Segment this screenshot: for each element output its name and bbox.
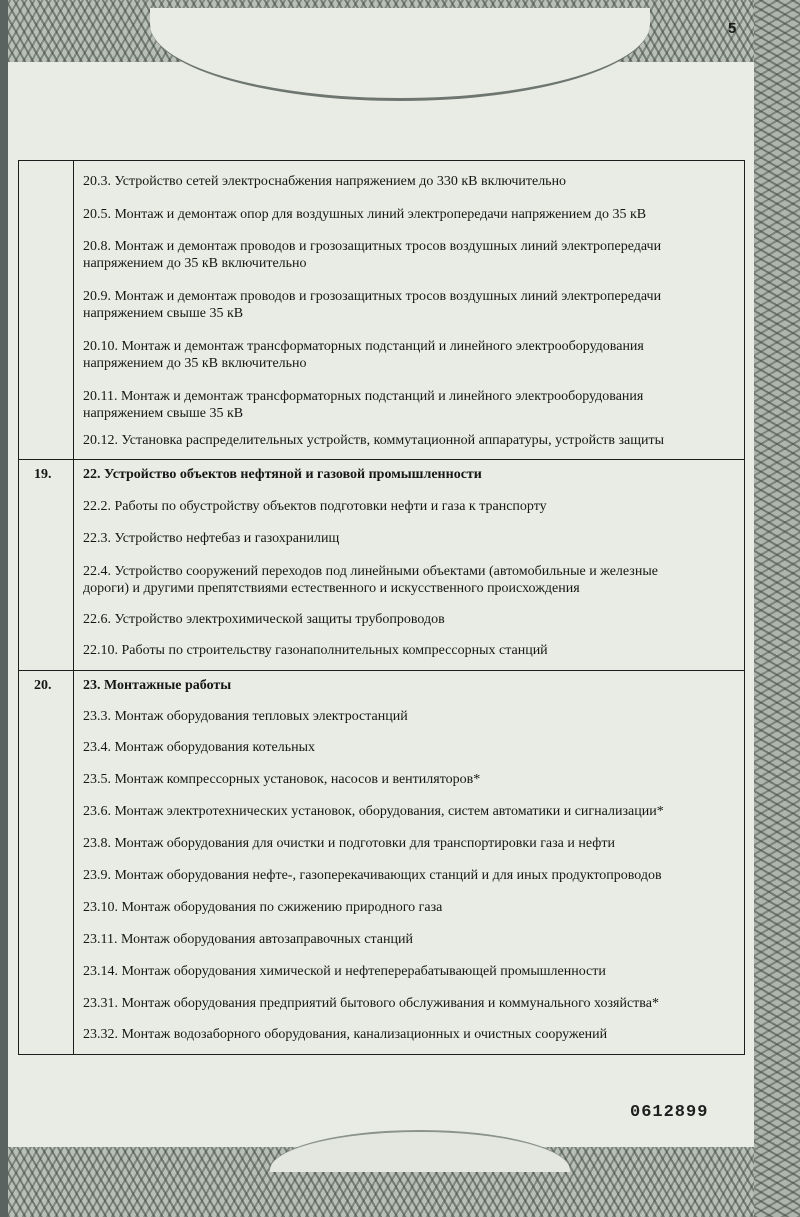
works-table [18, 160, 745, 1055]
list-item: 23.31. Монтаж оборудования предприятий бытового обслуживания и коммунального хозяйства* [83, 996, 659, 1011]
table-group [19, 670, 744, 1054]
page-number: 5 [728, 20, 737, 37]
section-heading: 22. Устройство объектов нефтяной и газовой промышленности [83, 467, 482, 482]
list-item: 22.4. Устройство сооружений переходов под линейными объектами (автомобильные и железные [83, 564, 658, 579]
list-item: 23.4. Монтаж оборудования котельных [83, 740, 316, 755]
list-item: 23.14. Монтаж оборудования химической и нефтеперерабатывающей промышленности [83, 964, 606, 979]
list-item-continuation: дороги) и другими препятствиями естественного и искусственного происхождения [83, 581, 580, 596]
frame-arch-bottom [270, 1130, 570, 1172]
list-item: 23.32. Монтаж водозаборного оборудования, канализационных и очистных сооружений [83, 1027, 608, 1042]
list-item: 20.9. Монтаж и демонтаж проводов и грозозащитных тросов воздушных линий электропередачи [83, 289, 662, 304]
list-item: 22.6. Устройство электрохимической защиты трубопроводов [83, 612, 445, 627]
table-group [19, 459, 744, 670]
list-item: 20.11. Монтаж и демонтаж трансформаторных подстанций и линейного электрооборудования [83, 389, 644, 404]
group-number: 19. [34, 467, 52, 482]
guilloche-frame-right [754, 0, 800, 1217]
number-cell [19, 161, 74, 459]
list-item: 20.8. Монтаж и демонтаж проводов и грозозащитных тросов воздушных линий электропередачи [83, 239, 662, 254]
list-item-continuation: напряжением свыше 35 кВ [83, 306, 244, 321]
list-item-continuation: напряжением свыше 35 кВ [83, 406, 244, 421]
list-item: 22.2. Работы по обустройству объектов подготовки нефти и газа к транспорту [83, 499, 547, 514]
list-item: 23.5. Монтаж компрессорных установок, насосов и вентиляторов* [83, 772, 481, 787]
list-item-continuation: напряжением до 35 кВ включительно [83, 356, 307, 371]
number-cell [19, 671, 74, 1054]
list-item: 23.3. Монтаж оборудования тепловых электростанций [83, 709, 408, 724]
list-item: 22.3. Устройство нефтебаз и газохранилищ [83, 531, 340, 546]
list-item: 22.10. Работы по строительству газонаполнительных компрессорных станций [83, 643, 548, 658]
list-item: 23.11. Монтаж оборудования автозаправочных станций [83, 932, 413, 947]
frame-arch-top [150, 8, 650, 101]
page-edge-left [0, 0, 8, 1217]
group-number: 20. [34, 678, 52, 693]
section-heading: 23. Монтажные работы [83, 678, 232, 693]
number-cell [19, 460, 74, 670]
list-item-continuation: напряжением до 35 кВ включительно [83, 256, 307, 271]
list-item: 23.9. Монтаж оборудования нефте-, газоперекачивающих станций и для иных продуктопроводов [83, 868, 662, 883]
list-item: 20.12. Установка распределительных устройств, коммутационной аппаратуры, устройств защиты [83, 433, 665, 448]
list-item: 20.5. Монтаж и демонтаж опор для воздушных линий электропередачи напряжением до 35 кВ [83, 207, 647, 222]
list-item: 20.3. Устройство сетей электроснабжения напряжением до 330 кВ включительно [83, 174, 567, 189]
list-item: 23.6. Монтаж электротехнических установок, оборудования, систем автоматики и сигнализации* [83, 804, 664, 819]
list-item: 20.10. Монтаж и демонтаж трансформаторных подстанций и линейного электрооборудования [83, 339, 644, 354]
table-group [19, 161, 744, 459]
list-item: 23.10. Монтаж оборудования по сжижению природного газа [83, 900, 443, 915]
list-item: 23.8. Монтаж оборудования для очистки и подготовки для транспортировки газа и нефти [83, 836, 615, 851]
serial-number: 0612899 [630, 1103, 709, 1122]
